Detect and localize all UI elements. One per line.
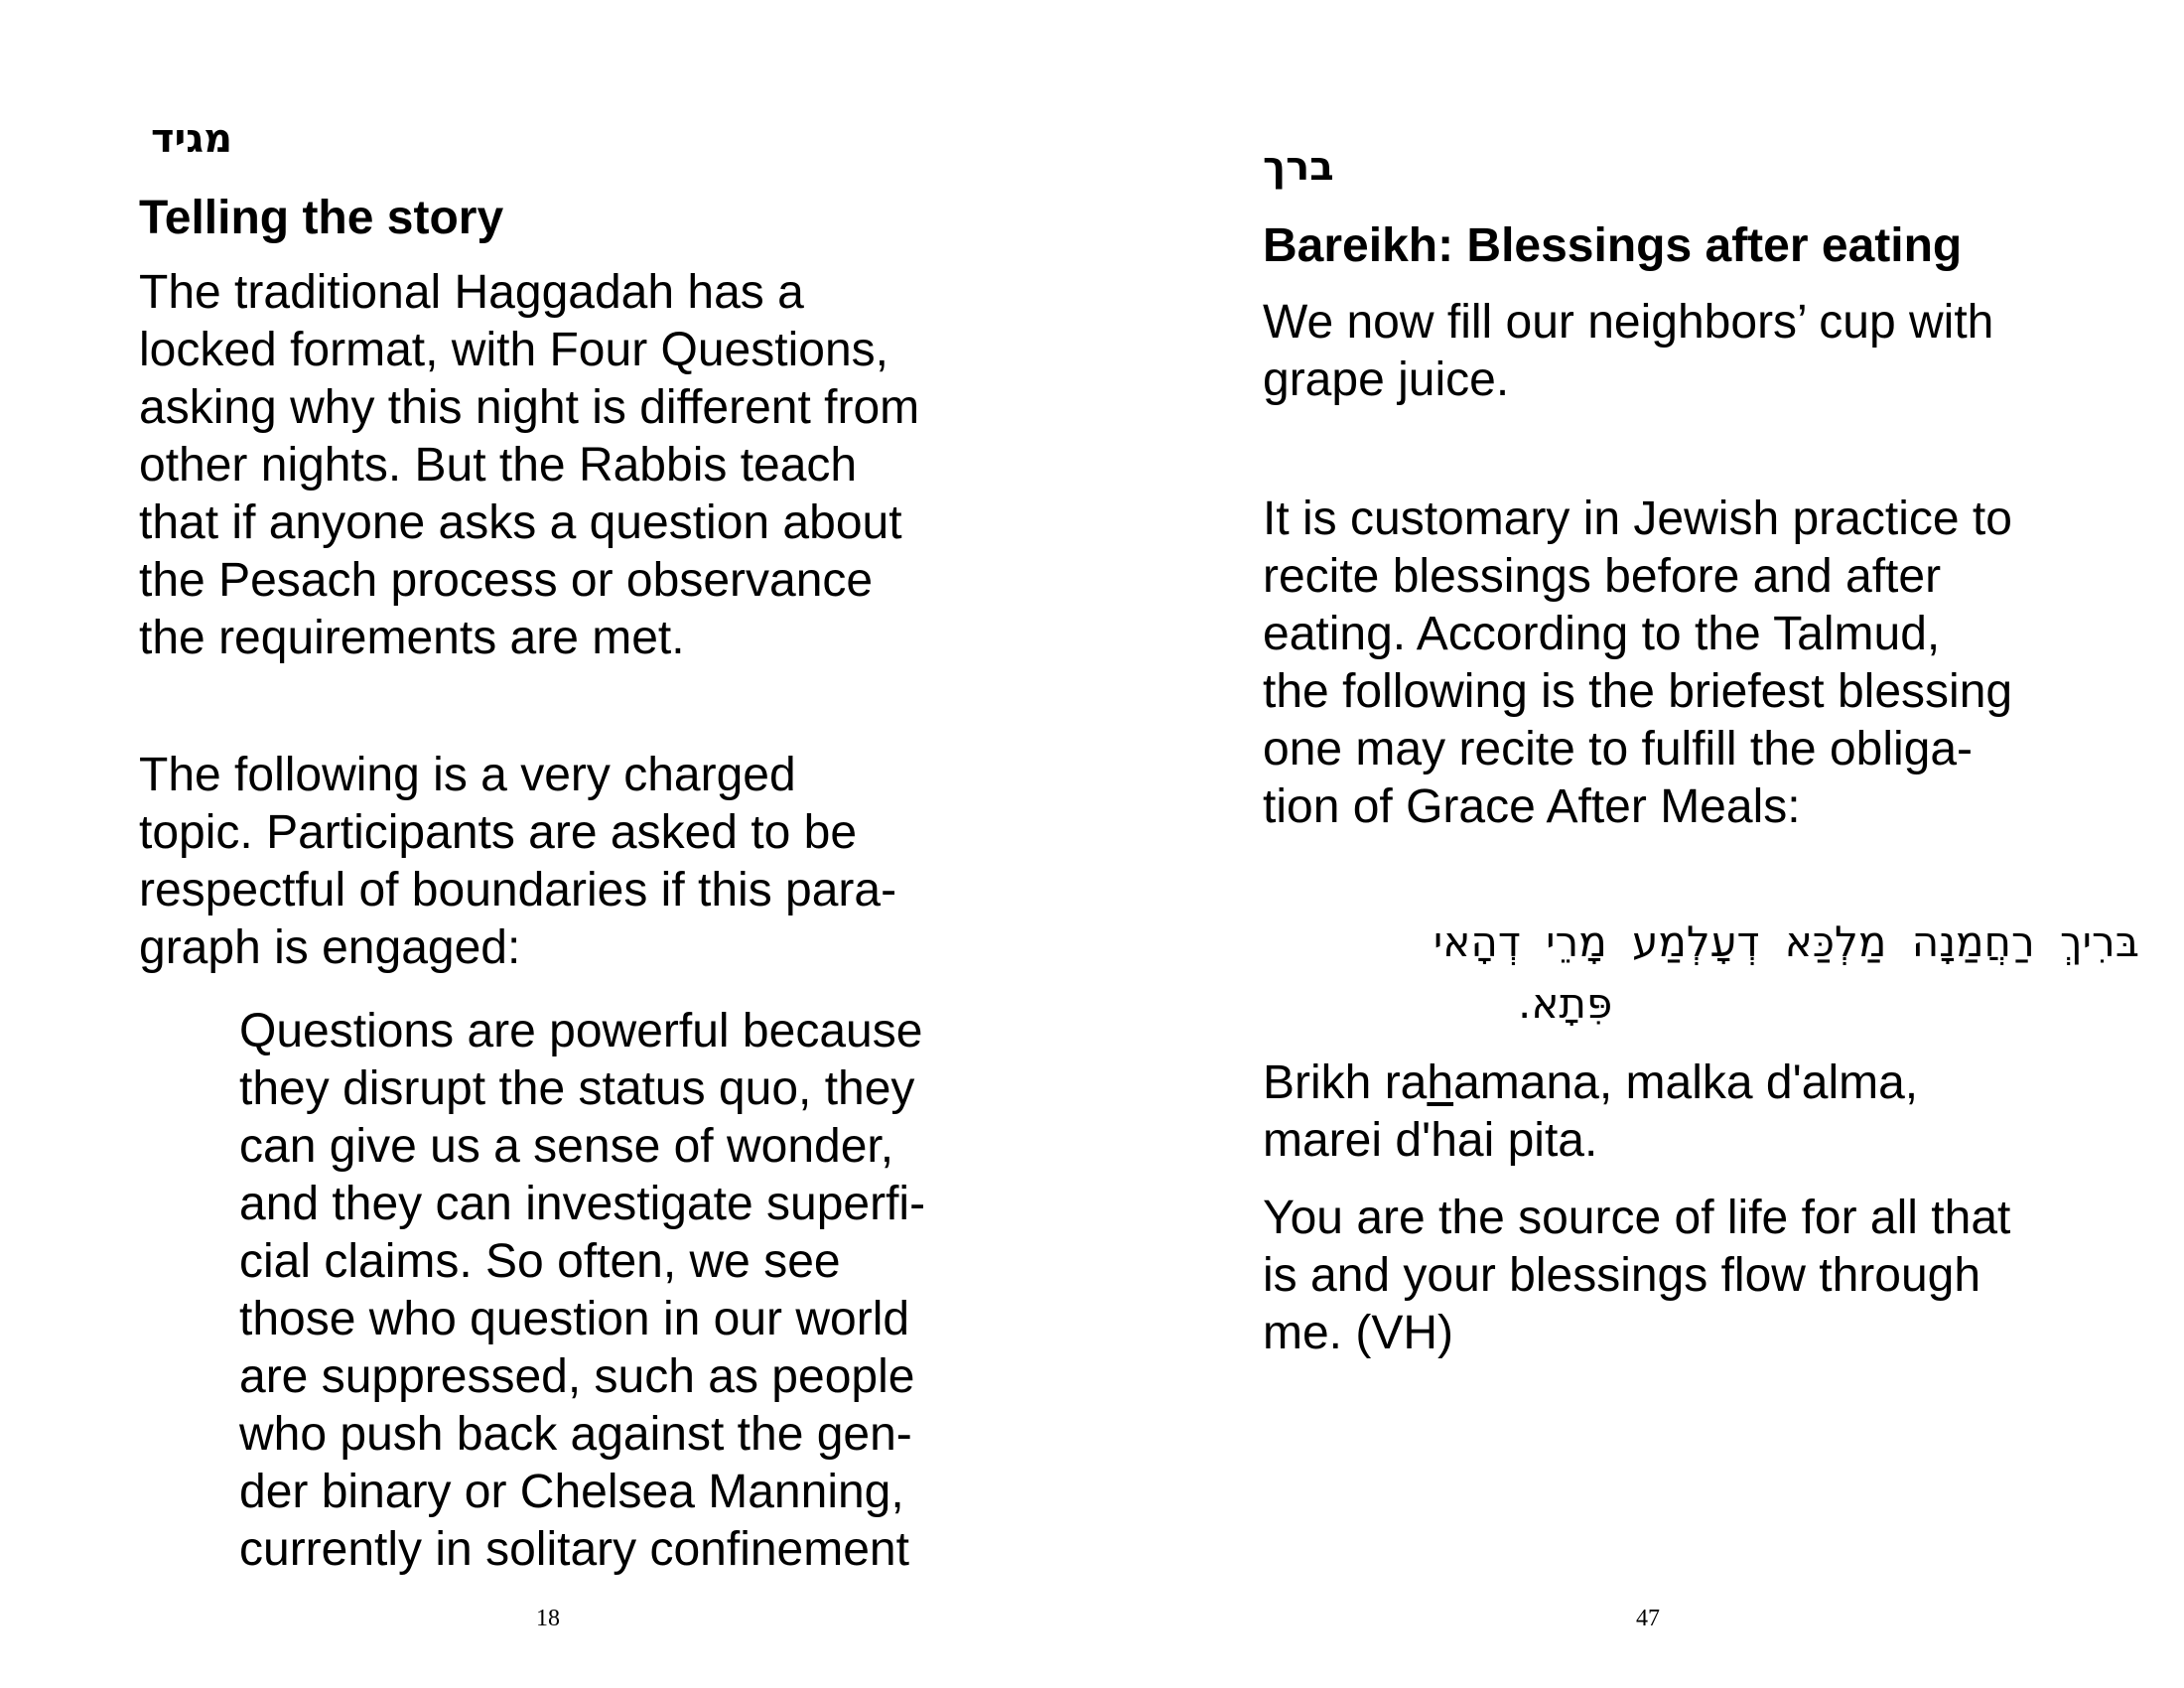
- text-line: We now fill our neighbors’ cup with: [1263, 296, 1994, 349]
- transliteration: [1263, 1055, 1918, 1170]
- hebrew-blessing: [1345, 912, 2139, 1035]
- text-line: It is customary in Jewish practice to: [1263, 492, 2012, 545]
- text-line: is and your blessings flow through: [1263, 1249, 1981, 1302]
- text-line: marei d'hai pita.: [1263, 1114, 1598, 1167]
- text-line: locked format, with Four Questions,: [139, 324, 888, 376]
- text-line: graph is engaged:: [139, 921, 521, 974]
- text-line: [1263, 1055, 1918, 1112]
- text-line: You are the source of life for all that: [1263, 1192, 2011, 1244]
- text-line: that if anyone asks a question about: [139, 496, 902, 549]
- text-line: currently in solitary confinement: [239, 1523, 909, 1576]
- section-title: Telling the story: [139, 192, 504, 244]
- paragraph-intro: [139, 264, 919, 667]
- block-quote: [239, 1003, 925, 1579]
- text-line: The following is a very charged: [139, 749, 796, 801]
- text-line: cial claims. So often, we see: [239, 1235, 841, 1288]
- text-line: can give us a sense of wonder,: [239, 1120, 894, 1173]
- right-page: [1092, 0, 2184, 1688]
- text-line: asking why this night is different from: [139, 381, 920, 434]
- paragraph-grape-juice: [1263, 294, 1993, 409]
- text-line: בּרִיךְ רַחֲמַנָה מַלְכַּא דְעָלְמַע מָרֵי דְהָאי: [1433, 917, 2139, 966]
- section-title: Bareikh: Blessings after eating: [1263, 219, 1963, 272]
- paragraph-custom: [1263, 491, 2012, 836]
- text-line: der binary or Chelsea Manning,: [239, 1466, 904, 1518]
- text-fragment: amana, malka d'alma,: [1453, 1056, 1919, 1109]
- hebrew-title: ברך: [1263, 144, 1334, 190]
- text-line: those who question in our world: [239, 1293, 910, 1345]
- text-line: other nights. But the Rabbis teach: [139, 439, 858, 492]
- text-line: are suppressed, such as people: [239, 1350, 915, 1403]
- text-line: [1345, 973, 2139, 1035]
- text-line: the Pesach process or observance: [139, 554, 874, 607]
- text-line: respectful of boundaries if this para-: [139, 864, 897, 916]
- page-number: 47: [1636, 1606, 1660, 1631]
- text-line: recite blessings before and after: [1263, 550, 1942, 603]
- text-line: the following is the briefest blessing: [1263, 665, 2013, 718]
- translation: [1263, 1190, 2010, 1362]
- hebrew-title: מגיד: [151, 116, 233, 162]
- paragraph-warning: [139, 747, 896, 977]
- text-fragment: פִּתָא.: [1518, 979, 1613, 1028]
- text-line: eating. According to the Talmud,: [1263, 608, 1941, 660]
- text-fragment: Brikh ra: [1263, 1056, 1428, 1109]
- text-line: they disrupt the status quo, they: [239, 1062, 915, 1115]
- text-line: tion of Grace After Meals:: [1263, 780, 1801, 833]
- text-line: grape juice.: [1263, 353, 1510, 406]
- text-line: and they can investigate superfi-: [239, 1178, 926, 1230]
- text-line: Questions are powerful because: [239, 1005, 923, 1057]
- underlined-letter: h: [1427, 1056, 1454, 1109]
- text-line: topic. Participants are asked to be: [139, 806, 858, 859]
- page-number: 18: [536, 1606, 560, 1631]
- text-line: me. (VH): [1263, 1307, 1453, 1359]
- text-line: who push back against the gen-: [239, 1408, 912, 1461]
- text-line: the requirements are met.: [139, 612, 685, 664]
- text-line: one may recite to fulfill the obliga-: [1263, 723, 1974, 775]
- text-line: The traditional Haggadah has a: [139, 266, 804, 319]
